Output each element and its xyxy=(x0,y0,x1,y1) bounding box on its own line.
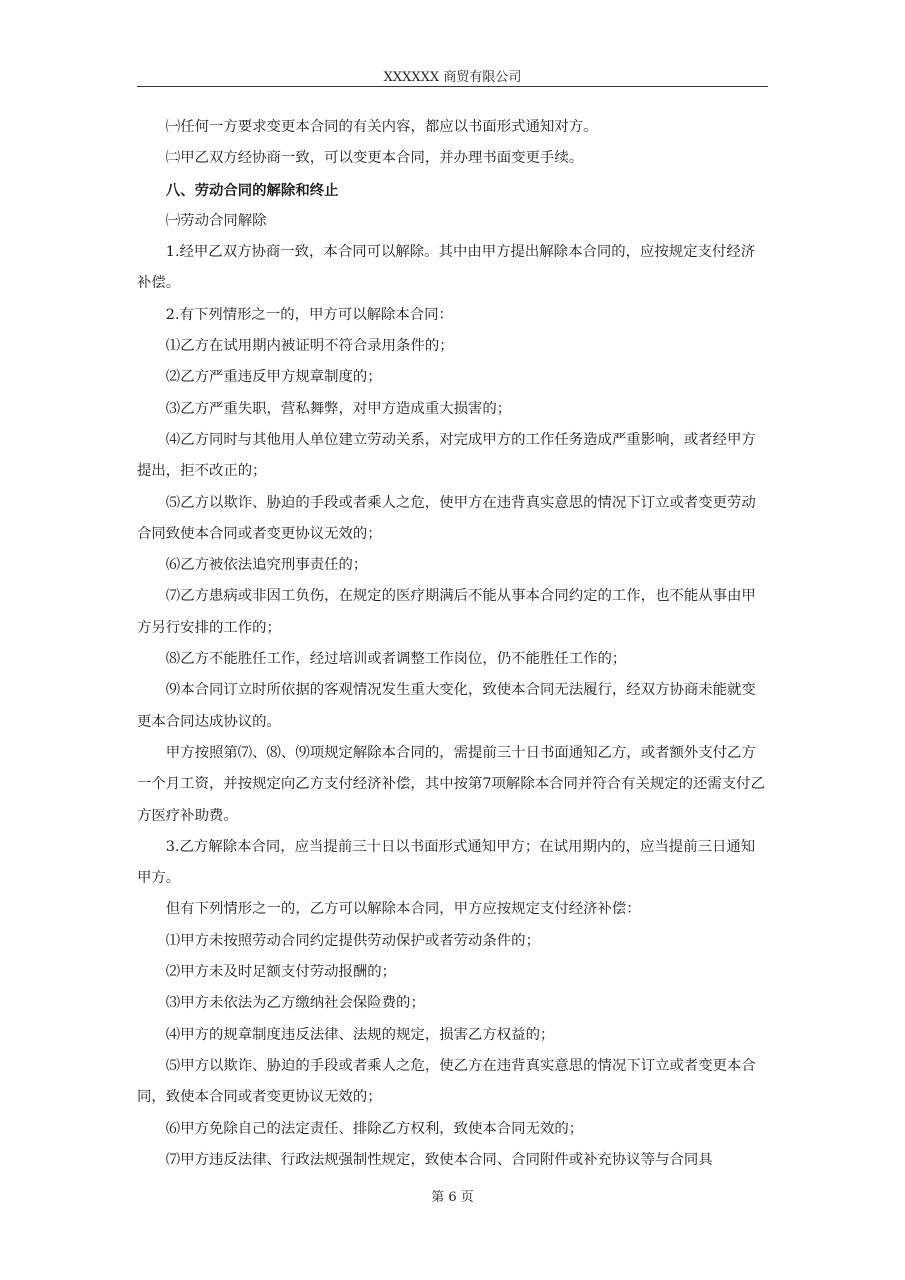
paragraph: ⑼本合同订立时所依据的客观情况发生重大变化，致使本合同无法履行，经双方协商未能就变更本合同达成协议的。 xyxy=(137,682,756,730)
paragraph: ⑴甲方未按照劳动合同约定提供劳动保护或者劳动条件的； xyxy=(165,932,540,949)
document-body xyxy=(137,112,768,1176)
paragraph: ⑺乙方患病或非因工负伤，在规定的医疗期满后不能从事本合同约定的工作，也不能从事由甲方另行安排的工作的； xyxy=(137,588,756,636)
paragraph: ⑷乙方同时与其他用人单位建立劳动关系，对完成甲方的工作任务造成严重影响，或者经甲方提出，拒不改正的； xyxy=(137,431,756,480)
section-heading: 八、劳动合同的解除和终止 xyxy=(165,181,339,199)
paragraph: ⑴乙方在试用期内被证明不符合录用条件的； xyxy=(165,338,454,355)
paragraph: ⑸甲方以欺诈、胁迫的手段或者乘人之危，使乙方在违背真实意思的情况下订立或者变更本合同，致使本合同或者变更协议无效的； xyxy=(137,1057,756,1106)
page-header-company: XXXXXX 商贸有限公司 xyxy=(383,70,522,85)
paragraph: ⑹乙方被依法追究刑事责任的； xyxy=(165,557,368,574)
page-footer-number: 第 6 页 xyxy=(431,1190,474,1205)
paragraph: 甲方按照第⑺、⑻、⑼项规定解除本合同的，需提前三十日书面通知乙方，或者额外支付乙方一个月工资，并按规定向乙方支付经济补偿，其中按第7项解除本合同并符合有关规定的还需支付乙方医疗补助费。 xyxy=(137,744,765,824)
paragraph: 2.有下列情形之一的，甲方可以解除本合同： xyxy=(165,306,453,323)
paragraph: ⑵乙方严重违反甲方规章制度的； xyxy=(165,369,382,386)
paragraph: ⑻乙方不能胜任工作，经过培训或者调整工作岗位，仍不能胜任工作的； xyxy=(165,651,627,668)
paragraph: 3.乙方解除本合同，应当提前三十日以书面形式通知甲方；在试用期内的，应当提前三日通知甲方。 xyxy=(137,838,756,887)
paragraph: ⑹甲方免除自己的法定责任、排除乙方权利，致使本合同无效的； xyxy=(165,1120,584,1137)
header-rule xyxy=(137,86,768,87)
paragraph: ⑵甲方未及时足额支付劳动报酬的； xyxy=(165,964,397,981)
paragraph: ㈠任何一方要求变更本合同的有关内容，都应以书面形式通知对方。 xyxy=(165,119,598,135)
paragraph: ⑺甲方违反法律、行政法规强制性规定，致使本合同、合同附件或补充协议等与合同具 xyxy=(165,1151,713,1168)
paragraph: ⑷甲方的规章制度违反法律、法规的规定，损害乙方权益的； xyxy=(165,1026,555,1043)
paragraph: ⑶乙方严重失职，营私舞弊，对甲方造成重大损害的； xyxy=(165,400,512,417)
paragraph: ⑶甲方未依法为乙方缴纳社会保险费的； xyxy=(165,995,425,1012)
paragraph: ⑸乙方以欺诈、胁迫的手段或者乘人之危，使甲方在违背真实意思的情况下订立或者变更劳动合同致使本合同或者变更协议无效的； xyxy=(137,494,756,542)
paragraph: ㈠劳动合同解除 xyxy=(165,212,267,229)
paragraph: ㈡甲乙双方经协商一致，可以变更本合同，并办理书面变更手续。 xyxy=(165,150,584,167)
paragraph: 1.经甲乙双方协商一致，本合同可以解除。其中由甲方提出解除本合同的，应按规定支付经济补偿。 xyxy=(137,244,756,292)
paragraph: 但有下列情形之一的，乙方可以解除本合同，甲方应按规定支付经济补偿： xyxy=(165,901,641,918)
